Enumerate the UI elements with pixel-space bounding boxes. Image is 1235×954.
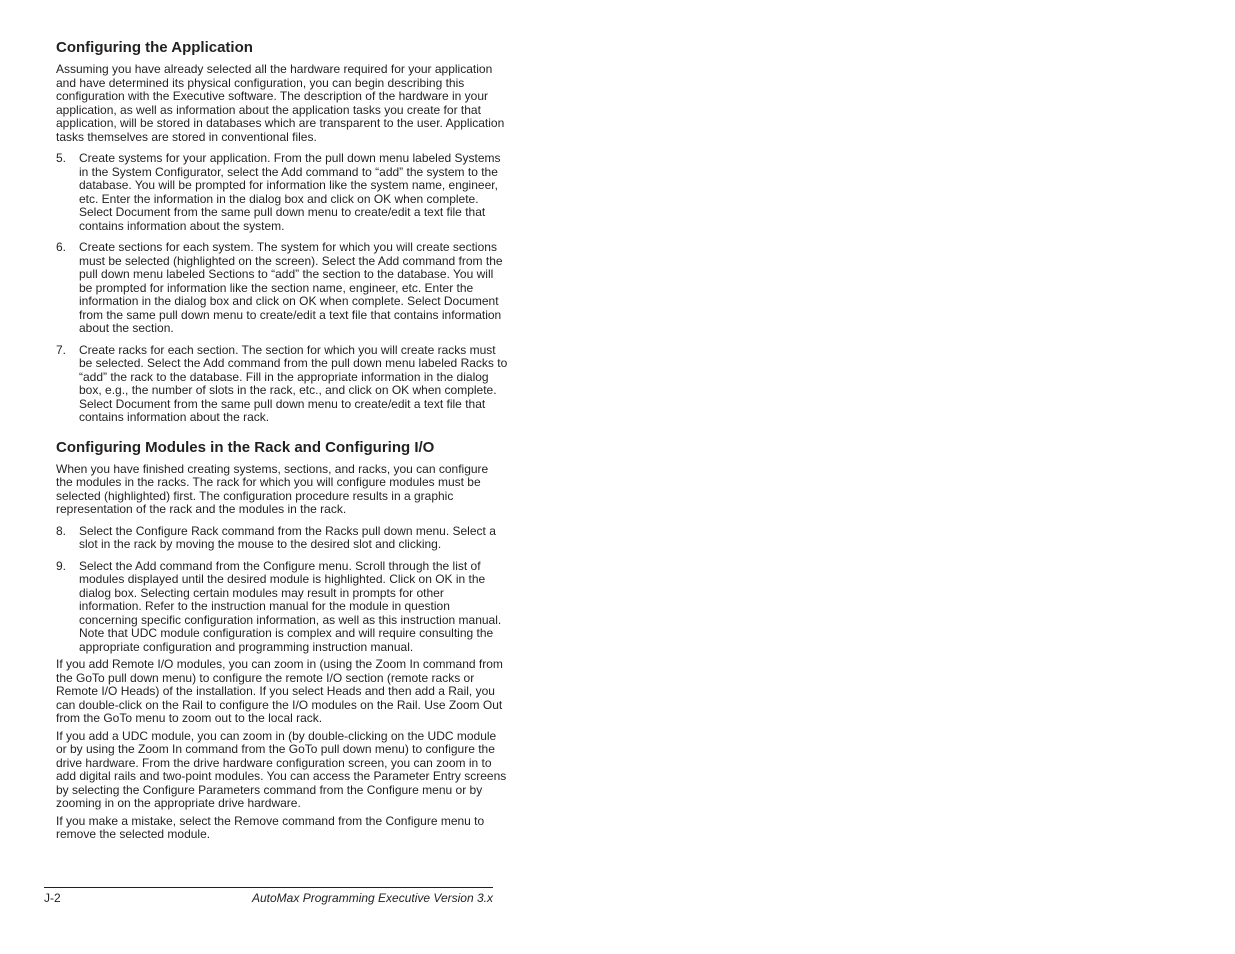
footer-title: AutoMax Programming Executive Version 3.x xyxy=(252,891,493,905)
step-number: 7. xyxy=(56,342,67,357)
footer-rule xyxy=(44,887,493,888)
steps-list-2 xyxy=(56,525,508,655)
steps-list-1 xyxy=(56,152,508,425)
body-paragraph: If you add Remote I/O modules, you can zoom in (using the Zoom In command from the GoTo pull down menu) to configure the remote I/O section (remote racks or Remote I/O Heads) of the installation. If you select Heads and then add a Rail, you can double-click on the Rail to configure the I/O modules on the Rail. Use Zoom Out from the GoTo menu to zoom out to the local rack. xyxy=(56,657,503,725)
intro-paragraph: When you have finished creating systems, sections, and racks, you can configure the modules in the racks. The rack for which you will configure modules must be selected (highlighted) first. The configuration procedure results in a graphic representation of the rack and the modules in the rack. xyxy=(56,461,489,516)
step-text: Create racks for each section. The section for which you will create racks must be selected. Select the Add command from the pull down menu labeled Racks to “add” the rack to the database. Fill in the appropriate information in the dialog box, e.g., the number of slots in the rack, etc., and click on OK when complete. Select Document from the same pull down menu to create/edit a text file that contains information about the rack. xyxy=(79,342,508,424)
list-item xyxy=(56,344,508,425)
step-text: Select the Add command from the Configure menu. Scroll through the list of modules displayed until the desired module is highlighted. Click on OK in the dialog box. Selecting certain modules may result in prompts for other information. Refer to the instruction manual for the module in question concerning specific configuration information, as well as this instruction manual. Note that UDC module configuration is complex and will require consulting the appropriate configuration and programming instruction manual. xyxy=(79,558,502,654)
step-number: 9. xyxy=(56,558,67,573)
intro-paragraph: Assuming you have already selected all the hardware required for your application and have determined its physical configuration, you can begin describing this configuration with the Executive software. The description of the hardware in your application, as well as information about the application tasks you create for that application, will be stored in databases which are transparent to the user. Application tasks themselves are stored in conventional files. xyxy=(56,62,505,144)
list-item xyxy=(56,560,508,655)
step-text: Select the Configure Rack command from the Racks pull down menu. Select a slot in the rack by moving the mouse to the desired slot and clicking. xyxy=(79,523,496,551)
body-paragraph: If you add a UDC module, you can zoom in (by double-clicking on the UDC module or by using the Zoom In command from the GoTo pull down menu) to configure the drive hardware. From the drive hardware configuration screen, you can zoom in to add digital rails and two-point modules. You can access the Parameter Entry screens by selecting the Configure Parameters command from the Configure menu or by zooming in on the appropriate drive hardware. xyxy=(56,728,507,810)
list-item xyxy=(56,241,508,336)
step-text: Create systems for your application. From the pull down menu labeled Systems in the System Configurator, select the Add command to “add” the system to the database. You will be prompted for information like the system name, engineer, etc. Enter the information in the dialog box and click on OK when complete. Select Document from the same pull down menu to create/edit a text file that contains information about the system. xyxy=(79,151,501,233)
list-item xyxy=(56,525,508,552)
step-number: 6. xyxy=(56,240,67,254)
step-number: 8. xyxy=(56,523,67,538)
document-body xyxy=(56,39,508,850)
section-heading-configuring-application: Configuring the Application xyxy=(56,39,253,56)
step-text: Create sections for each system. The system for which you will create sections must be selected (highlighted on the screen). Select the Add command from the pull down menu labeled Sections to “add” the section to the database. You will be prompted for information like the section name, engineer, etc. Enter the information in the dialog box and click on OK when complete. Select Document from the same pull down menu to create/edit a text file that contains information about the section. xyxy=(79,240,503,335)
step-number: 5. xyxy=(56,151,67,165)
section-heading-configuring-modules: Configuring Modules in the Rack and Configuring I/O xyxy=(56,438,435,456)
body-paragraph: If you make a mistake, select the Remove command from the Configure menu to remove the selected module. xyxy=(56,813,485,841)
page-number: J-2 xyxy=(44,891,61,905)
list-item xyxy=(56,152,508,233)
